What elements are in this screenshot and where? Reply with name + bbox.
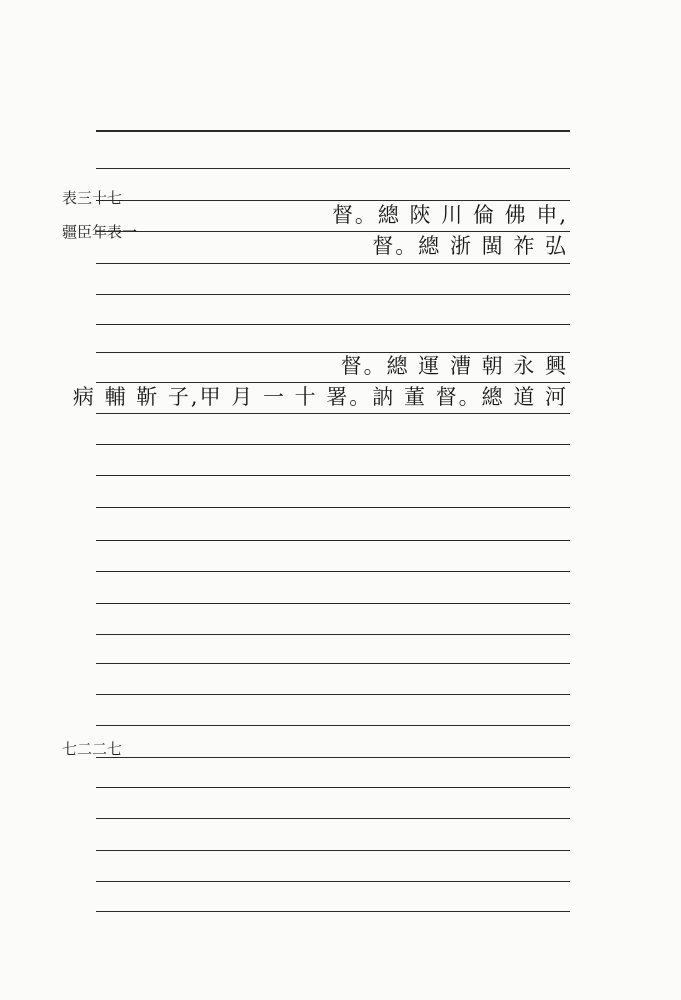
rule-line [96, 694, 570, 695]
rule-line [96, 475, 570, 476]
table-row: 督。總 運 漕 朝 永 興 [340, 354, 568, 378]
page-number: 七二二七 [62, 740, 123, 758]
rule-line [96, 911, 570, 912]
rule-line [96, 663, 570, 664]
rule-line [96, 413, 570, 414]
rule-line [96, 231, 570, 232]
rule-line [96, 263, 570, 264]
table-row: 病 輔 靳 子,甲 月 一 十 署。訥 董 督。總 道 河 [72, 385, 568, 409]
rule-line [96, 818, 570, 819]
rule-line [96, 787, 570, 788]
rule-line [96, 352, 570, 353]
rule-line [96, 200, 570, 201]
rule-line [96, 725, 570, 726]
rule-line [96, 130, 570, 132]
table-row: 督。總 浙 閩 祚 弘 [372, 234, 568, 258]
rule-line [96, 324, 570, 325]
rule-line [96, 507, 570, 508]
rule-line [96, 850, 570, 851]
rule-line [96, 634, 570, 635]
rule-line [96, 881, 570, 882]
rule-line [96, 382, 570, 383]
rule-line [96, 603, 570, 604]
rule-line [96, 444, 570, 445]
rule-line [96, 571, 570, 572]
rule-line [96, 294, 570, 295]
rule-line [96, 540, 570, 541]
margin-title: 表三十七 疆臣年表一 [62, 189, 138, 241]
table-row: 督。總 陝 川 倫 佛 申, [331, 203, 568, 227]
rule-line [96, 757, 570, 758]
rule-line [96, 168, 570, 169]
